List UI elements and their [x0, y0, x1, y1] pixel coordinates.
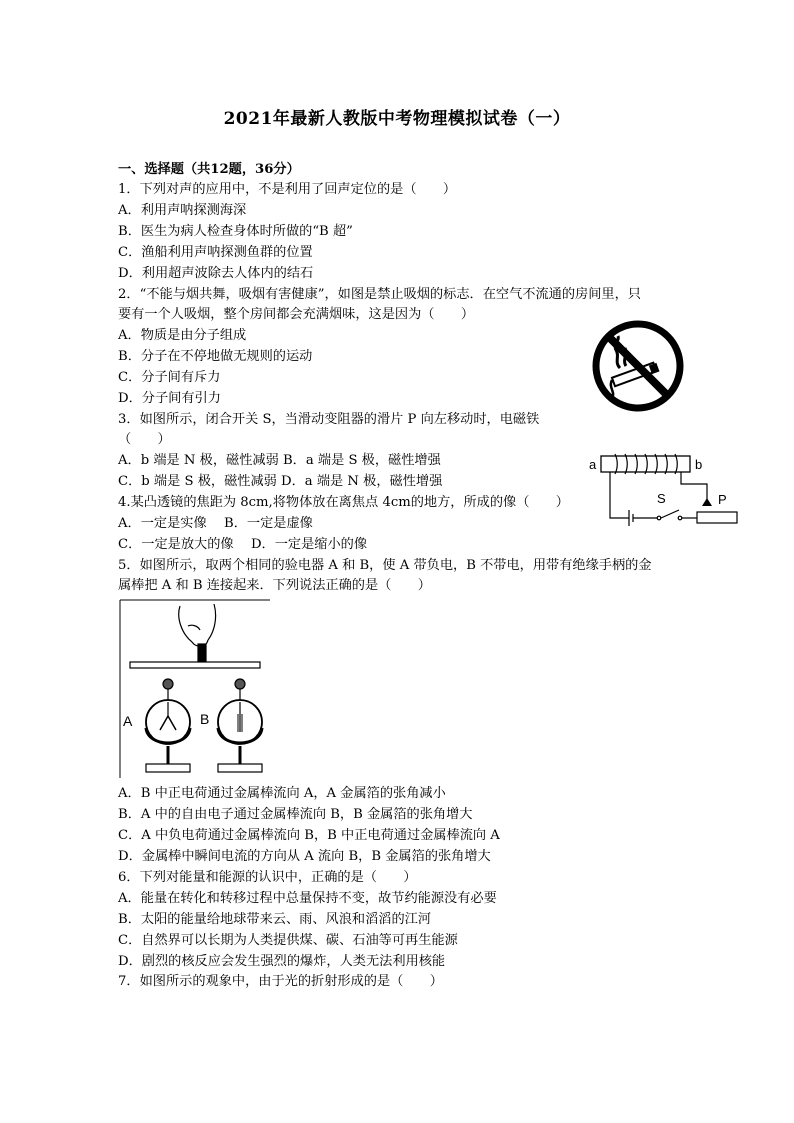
- electroscope-b: [218, 679, 262, 772]
- q5-stem-line1: 5．如图所示，取两个相同的验电器 A 和 B，使 A 带负电，B 不带电，用带有绝缘手柄的金: [118, 558, 652, 573]
- electroscope-a: [146, 679, 190, 772]
- q2-stem-line2: 要有一个人吸烟，整个房间都会充满烟味，这是因为（ ）: [118, 307, 475, 322]
- q7-stem: 7．如图所示的观象中，由于光的折射形成的是（ ）: [118, 974, 443, 989]
- q2-stem-line1: 2．“不能与烟共舞，吸烟有害健康”，如图是禁止吸烟的标志．在空气不流通的房间里，只: [118, 287, 641, 302]
- q2-option-c: C．分子间有斥力: [118, 370, 221, 385]
- q5-option-d: D．金属棒中瞬间电流的方向从 A 流向 B，B 金属箔的张角增大: [118, 849, 491, 864]
- q5-option-c: C．A 中负电荷通过金属棒流向 B，B 中正电荷通过金属棒流向 A: [118, 828, 500, 843]
- q1-option-b: B．医生为病人检查身体时所做的“B 超”: [118, 224, 353, 239]
- q2-option-d: D．分子间有引力: [118, 391, 221, 406]
- q4-stem: 4.某凸透镜的焦距为 8cm,将物体放在离焦点 4cm的地方，所成的像（ ）: [118, 495, 569, 510]
- q3-options-ab: A．b 端是 N 极，磁性减弱 B．a 端是 S 极，磁性增强: [118, 453, 441, 468]
- slider-arrow: [702, 498, 712, 506]
- electroscope-a-label: A: [123, 713, 133, 729]
- label-a: a: [589, 457, 597, 472]
- q1-option-a: A．利用声呐探测海深: [118, 203, 247, 218]
- q4-options-cd: C．一定是放大的像 D．一定是缩小的像: [118, 537, 368, 552]
- q2-option-a: A．物质是由分子组成: [118, 328, 247, 343]
- label-s: S: [657, 491, 666, 506]
- hand-holding-rod: [179, 604, 216, 664]
- electroscope-b-label: B: [200, 711, 210, 727]
- electroscopes-figure: [118, 598, 278, 780]
- q6-option-c: C．自然界可以长期为人类提供煤、碳、石油等可再生能源: [118, 933, 458, 948]
- q6-option-a: A．能量在转化和转移过程中总量保持不变，故节约能源没有必要: [118, 891, 497, 906]
- q1-option-d: D．利用超声波除去人体内的结石: [118, 266, 314, 281]
- q5-stem-line2: 属棒把 A 和 B 连接起来．下列说法正确的是（ ）: [118, 578, 431, 593]
- q3-stem-bracket: （ ）: [118, 432, 171, 447]
- coil-winding: [615, 454, 677, 474]
- label-p: P: [718, 492, 727, 507]
- exam-title: 2021年最新人教版中考物理模拟试卷（一）: [223, 109, 571, 129]
- q5-option-b: B．A 中的自由电子通过金属棒流向 B，B 金属箔的张角增大: [118, 807, 473, 822]
- section-heading: 一、选择题（共12题，36分）: [118, 162, 300, 177]
- no-smoking-sign: [590, 318, 686, 414]
- label-b: b: [695, 457, 703, 472]
- metal-rod: [130, 662, 260, 668]
- q1-stem: 1．下列对声的应用中，不是利用了回声定位的是（ ）: [118, 182, 457, 197]
- q1-option-c: C．渔船利用声呐探测鱼群的位置: [118, 245, 313, 260]
- q3-options-cd: C．b 端是 S 极，磁性减弱 D．a 端是 N 极，磁性增强: [118, 474, 443, 489]
- q2-option-b: B．分子在不停地做无规则的运动: [118, 349, 313, 364]
- q6-stem: 6．下列对能量和能源的认识中，正确的是（ ）: [118, 870, 417, 885]
- q4-options-ab: A．一定是实像 B．一定是虚像: [118, 516, 313, 531]
- q6-option-d: D．剧烈的核反应会发生强烈的爆炸，人类无法利用核能: [118, 954, 446, 969]
- electromagnet-circuit: [585, 448, 740, 528]
- q3-stem: 3．如图所示，闭合开关 S，当滑动变阻器的滑片 P 向左移动时，电磁铁: [118, 412, 540, 427]
- q5-option-a: A．B 中正电荷通过金属棒流向 A，A 金属箔的张角减小: [118, 786, 446, 801]
- q6-option-b: B．太阳的能量给地球带来云、雨、风浪和滔滔的江河: [118, 912, 432, 927]
